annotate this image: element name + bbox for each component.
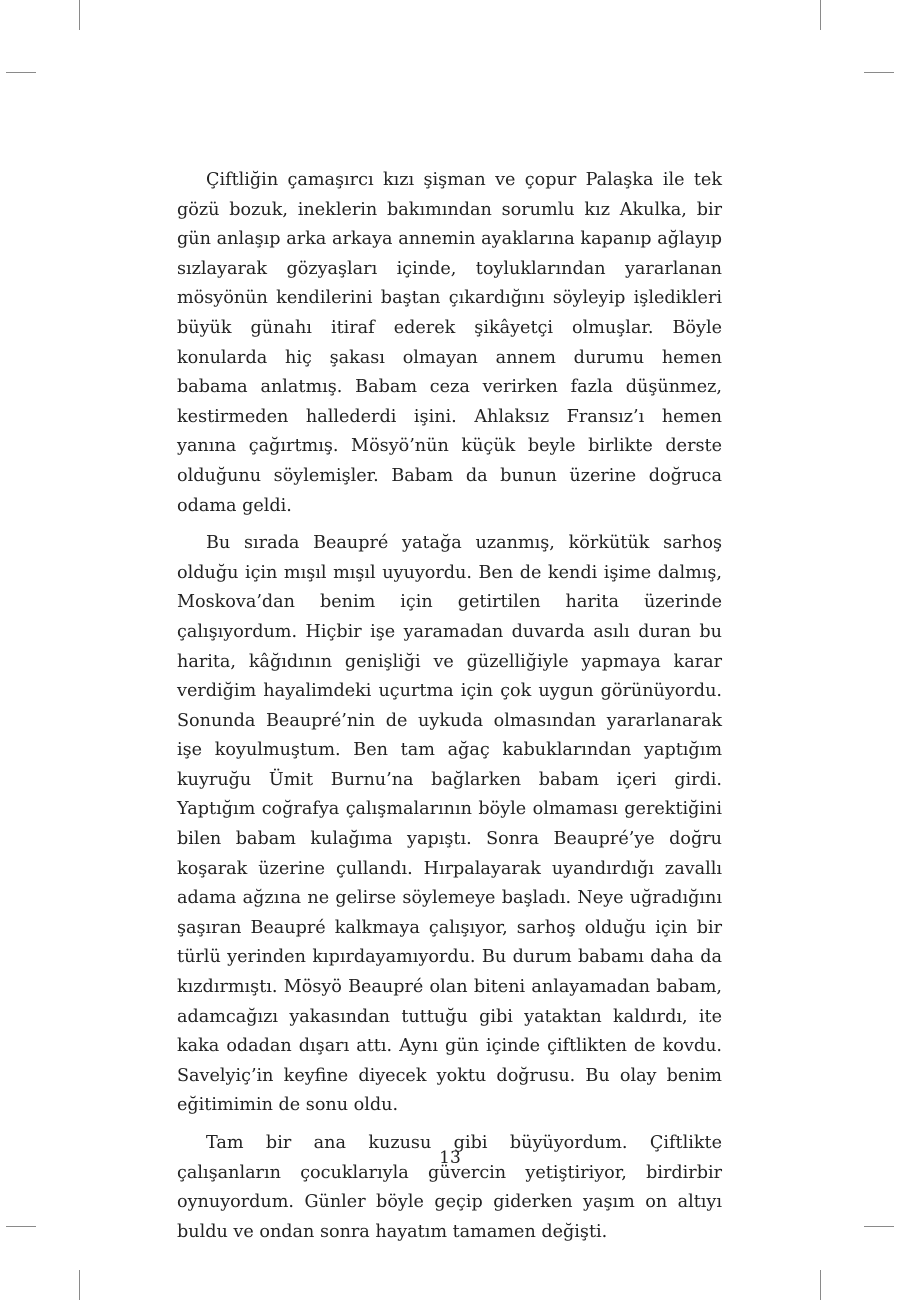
crop-mark-bottom-right-vertical — [820, 1270, 821, 1300]
crop-mark-bottom-left-vertical — [79, 1270, 80, 1300]
page-number: 13 — [439, 1148, 461, 1168]
crop-mark-top-right-horizontal — [864, 72, 894, 73]
paragraph-1: Çiftliğin çamaşırcı kızı şişman ve çopur Palaşka ile tek gözü bozuk, ineklerin bakımından sorumlu kız Akulka, bir gün anlaşıp arka arkaya annemin ayaklarına kapanıp ağlayıp sızlayarak gözyaşları içinde, toyluklarından yararlanan mösyönün kendilerini baştan çıkardığını söyleyip işledikleri büyük günahı itiraf ederek şikâyetçi olmuşlar. Böyle konularda hiç şakası olmayan annem durumu hemen babama anlatmış. Babam ceza verirken fazla düşünmez, kestirmeden hallederdi işini. Ahlaksız Fransız’ı hemen yanına çağırtmış. Mösyö’nün küçük beyle birlikte derste olduğunu söylemişler. Babam da bunun üzerine doğruca odama geldi. — [177, 170, 722, 516]
crop-mark-bottom-left-horizontal — [6, 1226, 36, 1227]
crop-mark-top-left-vertical — [79, 0, 80, 30]
crop-mark-bottom-right-horizontal — [864, 1226, 894, 1227]
paragraph-3: Tam bir ana kuzusu gibi büyüyordum. Çiftlikte çalışanların çocuklarıyla güvercin yetiştiriyor, birdirbir oynuyordum. Günler böyle geçip giderken yaşım on altıyı buldu ve ondan sonra hayatım tamamen değişti. — [177, 1133, 722, 1242]
body-text — [177, 166, 722, 1255]
paragraph-2: Bu sırada Beaupré yatağa uzanmış, körkütük sarhoş olduğu için mışıl mışıl uyuyordu. Ben de kendi işime dalmış, Moskova’dan benim için getirtilen harita üzerinde çalışıyordum. Hiçbir işe yaramadan duvarda asılı duran bu harita, kâğıdının genişliği ve güzelliğiyle yapmaya karar verdiğim hayalimdeki uçurtma için çok uygun görünüyordu. Sonunda Beaupré’nin de uykuda olmasından yararlanarak işe koyulmuştum. Ben tam ağaç kabuklarından yaptığım kuyruğu Ümit Burnu’na bağlarken babam içeri girdi. Yaptığım coğrafya çalışmalarının böyle olmaması gerektiğini bilen babam kulağıma yapıştı. Sonra Beaupré’ye doğru koşarak üzerine çullandı. Hırpalayarak uyandırdığı zavallı adama ağzına ne gelirse söylemeye başladı. Neye uğradığını şaşıran Beaupré kalkmaya çalışıyor, sarhoş olduğu için bir türlü yerinden kıpırdayamıyordu. Bu durum babamı daha da kızdırmıştı. Mösyö Beaupré olan biteni anlayamadan babam, adamcağızı yakasından tuttuğu gibi yataktan kaldırdı, ite kaka odadan dışarı attı. Aynı gün içinde çiftlikten de kovdu. Savelyiç’in keyfine diyecek yoktu doğrusu. Bu olay benim eğitimimin de sonu oldu. — [177, 533, 722, 1116]
crop-mark-top-left-horizontal — [6, 72, 36, 73]
crop-mark-top-right-vertical — [820, 0, 821, 30]
